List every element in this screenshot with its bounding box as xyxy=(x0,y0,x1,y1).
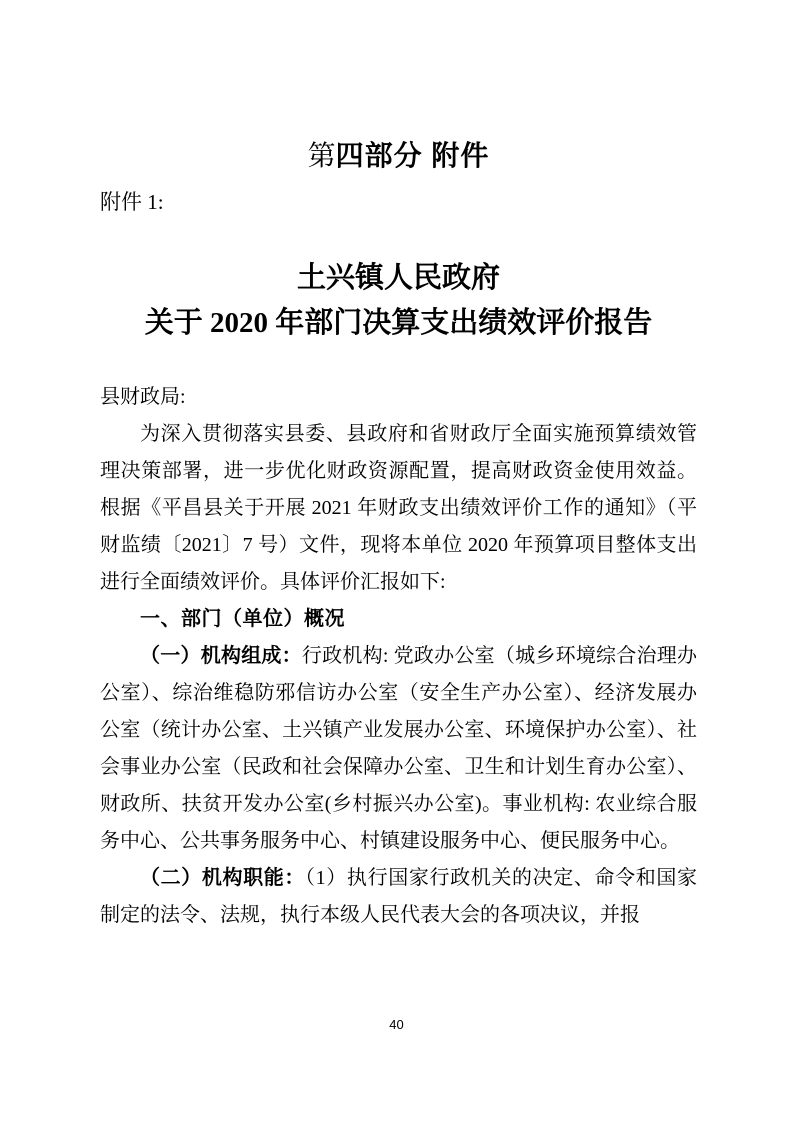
part-heading-rest: 四部分 附件 xyxy=(335,140,490,171)
salutation: 县财政局: xyxy=(100,386,186,408)
section-heading-1: 一、部门（单位）概况 xyxy=(140,608,345,630)
attachment-label: 附件 1: xyxy=(100,190,164,214)
report-body xyxy=(100,379,697,934)
paragraph-org xyxy=(100,638,697,860)
paragraph-org-text: 行政机构: 党政办公室（城乡环境综合治理办公室）、综治维稳防邪信访办公室（安全生产办公室）、经济发展办公室（统计办公室、土兴镇产业发展办公室、环境保护办公室）、社会事业办公室（民政和社会保障办公室、卫生和计划生育办公室）、财政所、扶贫开发办公室(乡村振兴办公室)。事业机构: 农业综合服务中心、公共事务服务中心、村镇建设服务中心、便民服务中心。 xyxy=(100,645,698,852)
report-title-line2: 关于 2020 年部门决算支出绩效评价报告 xyxy=(144,307,653,339)
paragraph-func-text: （1）执行国家行政机关的决定、命令和国家制定的法令、法规，执行本级人民代表大会的各项决议，并报 xyxy=(100,867,698,926)
document-content xyxy=(0,138,793,934)
report-title xyxy=(100,256,697,346)
paragraph-func xyxy=(100,860,697,934)
paragraph-func-lead: （二）机构职能： xyxy=(140,867,306,889)
part-heading xyxy=(100,138,697,175)
paragraph-intro: 为深入贯彻落实县委、县政府和省财政厅全面实施预算绩效管理决策部署，进一步优化财政资源配置，提高财政资金使用效益。根据《平昌县关于开展 2021 年财政支出绩效评价工作的通知》（平财监绩〔2021〕7 号）文件，现将本单位 2020 年预算项目整体支出进行全面绩效评价。具体评价汇报如下: xyxy=(100,423,697,593)
report-title-line1: 土兴镇人民政府 xyxy=(296,262,500,294)
paragraph-org-lead: （一）机构组成： xyxy=(140,645,302,667)
page-number: 40 xyxy=(389,1017,404,1032)
part-heading-first-char: 第 xyxy=(307,141,336,172)
